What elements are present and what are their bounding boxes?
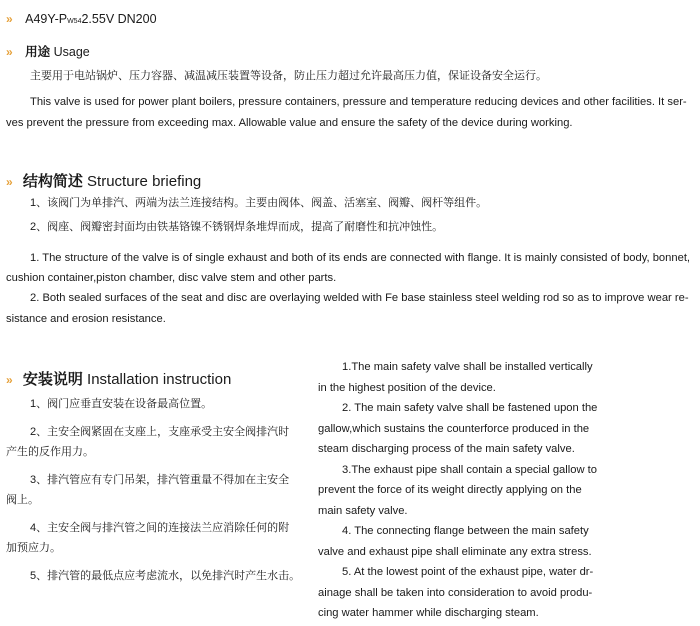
installation-zh-2-line1: 2、主安全阀紧固在支座上，支座承受主安全阀排汽时 xyxy=(30,426,290,438)
usage-en-line1: This valve is used for power plant boilers, pressure containers, pressure and temperature reducing devices and other facilities. It ser- xyxy=(30,96,687,108)
installation-en-3-line3: main safety valve. xyxy=(318,504,408,517)
title-subscript: W54 xyxy=(67,18,82,25)
installation-en-2-line1: 2. The main safety valve shall be fastened upon the xyxy=(342,402,598,414)
usage-zh: 主要用于电站锅炉、压力容器、减温减压装置等设备，防止压力超过允许最高压力值，保证设备安全运行。 xyxy=(30,70,547,82)
structure-zh-1: 1、该阀门为单排汽、两端为法兰连接结构。主要由阀体、阀盖、活塞室、阀瓣、阀杆等组件。 xyxy=(30,197,488,209)
structure-en-1-line2: cushion container,piston chamber, disc valve stem and other parts. xyxy=(6,272,337,284)
installation-en-1-line1: 1.The main safety valve shall be installed vertically xyxy=(342,361,593,373)
installation-zh-3-line2: 阀上。 xyxy=(6,494,39,506)
page-title xyxy=(25,12,156,26)
installation-en-4-line2: valve and exhaust pipe shall eliminate any extra stress. xyxy=(318,545,592,558)
installation-en-list xyxy=(318,357,698,624)
structure-en-1-line1: 1. The structure of the valve is of single exhaust and both of its ends are connected with flange. It is mainly consisted of body, bonnet, xyxy=(30,252,691,264)
usage-heading-zh: 用途 xyxy=(25,45,51,59)
chevron-double-right-icon: » xyxy=(6,373,11,387)
usage-heading-en: Usage xyxy=(50,45,90,59)
usage-en-line2: ves prevent the pressure from exceeding max. Allowable value and ensure the safety of the device during working. xyxy=(6,117,573,129)
installation-en-5-line1: 5. At the lowest point of the exhaust pipe, water dr- xyxy=(342,566,594,578)
installation-en-2-line2: gallow,which sustains the counterforce produced in the xyxy=(318,422,590,435)
installation-heading-en: Installation instruction xyxy=(82,371,232,388)
title-row xyxy=(6,10,157,28)
title-prefix: A49Y-P xyxy=(25,12,68,26)
installation-zh-4-line2: 加预应力。 xyxy=(6,542,61,554)
chevron-double-right-icon: » xyxy=(6,45,11,59)
structure-en-2-line2: sistance and erosion resistance. xyxy=(6,313,166,325)
structure-zh-2: 2、阀座、阀瓣密封面均由铁基铬镍不锈钢焊条堆焊而成，提高了耐磨性和抗冲蚀性。 xyxy=(30,221,444,233)
chevron-double-right-icon: » xyxy=(6,175,11,189)
installation-en-5-line2: ainage shall be taken into consideration to avoid produ- xyxy=(318,586,593,599)
structure-en-2-line1: 2. Both sealed surfaces of the seat and disc are overlaying welded with Fe base stainless steel welding rod so as to improve wear re- xyxy=(30,292,689,304)
title-suffix: 2.55V DN200 xyxy=(81,12,157,26)
installation-zh-5: 5、排汽管的最低点应考虑流水，以免排汽时产生水击。 xyxy=(30,570,301,582)
structure-heading-en: Structure briefing xyxy=(82,173,202,190)
installation-en-3-line2: prevent the force of its weight directly applying on the xyxy=(318,484,582,496)
installation-en-4-line1: 4. The connecting flange between the main safety xyxy=(342,525,589,537)
installation-zh-2-line2: 产生的反作用力。 xyxy=(6,446,94,458)
usage-heading xyxy=(6,42,90,61)
installation-en-3-line1: 3.The exhaust pipe shall contain a special gallow to xyxy=(342,463,597,476)
structure-heading xyxy=(6,170,201,191)
installation-zh-1: 1、阀门应垂直安装在设备最高位置。 xyxy=(30,398,213,410)
installation-heading xyxy=(6,368,231,389)
installation-zh-4-line1: 4、主安全阀与排汽管之间的连接法兰应消除任何的附 xyxy=(30,522,290,534)
installation-en-2-line3: steam discharging process of the main safety valve. xyxy=(318,443,575,455)
installation-heading-zh: 安装说明 xyxy=(22,371,83,388)
installation-zh-3-line1: 3、排汽管应有专门吊架，排汽管重量不得加在主安全 xyxy=(30,474,290,486)
installation-en-5-line3: cing water hammer while discharging steam. xyxy=(318,607,539,619)
installation-en-1-line2: in the highest position of the device. xyxy=(318,381,496,394)
installation-zh-list xyxy=(6,394,306,586)
structure-heading-zh: 结构简述 xyxy=(22,173,83,190)
chevron-double-right-icon: » xyxy=(6,12,11,26)
